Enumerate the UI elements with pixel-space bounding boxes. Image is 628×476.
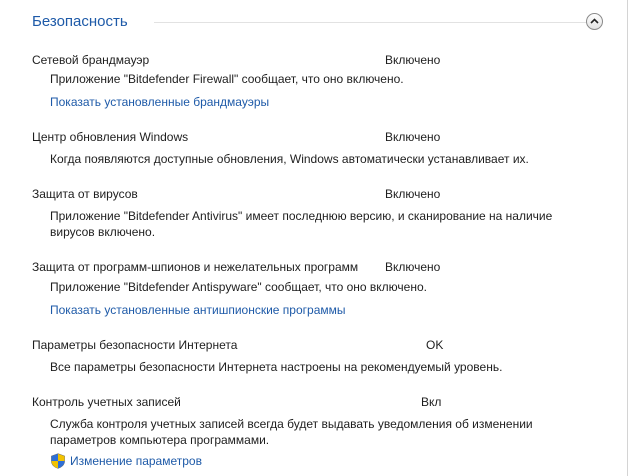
collapse-button[interactable]: [586, 13, 603, 30]
uac-shield-icon: [50, 453, 66, 469]
item-description: Приложение "Bitdefender Antispyware" сообщает, что оно включено.: [50, 280, 427, 294]
item-status: Включено: [385, 260, 441, 274]
item-description: Приложение "Bitdefender Firewall" сообщает, что оно включено.: [50, 72, 404, 86]
item-name: Защита от программ-шпионов и нежелательных программ: [32, 260, 359, 274]
show-firewalls-link[interactable]: Показать установленные брандмауэры: [50, 95, 270, 109]
item-status: Вкл: [421, 395, 442, 409]
item-status: OK: [426, 338, 444, 352]
item-name: Контроль учетных записей: [32, 395, 181, 409]
header-divider: [154, 22, 600, 23]
change-settings-row: [32, 453, 332, 469]
change-settings-link[interactable]: Изменение параметров: [70, 454, 202, 468]
firewall-item: [32, 52, 612, 112]
show-antispyware-link[interactable]: Показать установленные антишпионские программы: [50, 303, 346, 317]
item-name: Сетевой брандмауэр: [32, 53, 150, 67]
item-name: Параметры безопасности Интернета: [32, 338, 238, 352]
uac-item: [32, 394, 612, 470]
item-description: Все параметры безопасности Интернета настроены на рекомендуемый уровень.: [50, 360, 503, 374]
item-description: Приложение "Bitdefender Antivirus" имеет последнюю версию, и сканирование на наличие вирусов включено.: [50, 209, 553, 239]
item-status: Включено: [385, 130, 441, 144]
section-title[interactable]: Безопасность: [32, 13, 128, 30]
windows-update-item: [32, 129, 612, 169]
chevron-up-icon: [590, 17, 599, 26]
item-status: Включено: [385, 187, 441, 201]
antivirus-item: [32, 186, 612, 242]
item-status: Включено: [385, 53, 441, 67]
item-description: Когда появляются доступные обновления, Windows автоматически устанавливает их.: [50, 152, 529, 166]
item-description: Служба контроля учетных записей всегда будет выдавать уведомления об изменении параметров компьютера программами.: [50, 417, 533, 447]
item-name: Защита от вирусов: [32, 187, 138, 201]
antispyware-item: [32, 259, 612, 319]
item-name: Центр обновления Windows: [32, 130, 189, 144]
internet-security-item: [32, 337, 612, 377]
security-section-header[interactable]: [32, 12, 612, 34]
